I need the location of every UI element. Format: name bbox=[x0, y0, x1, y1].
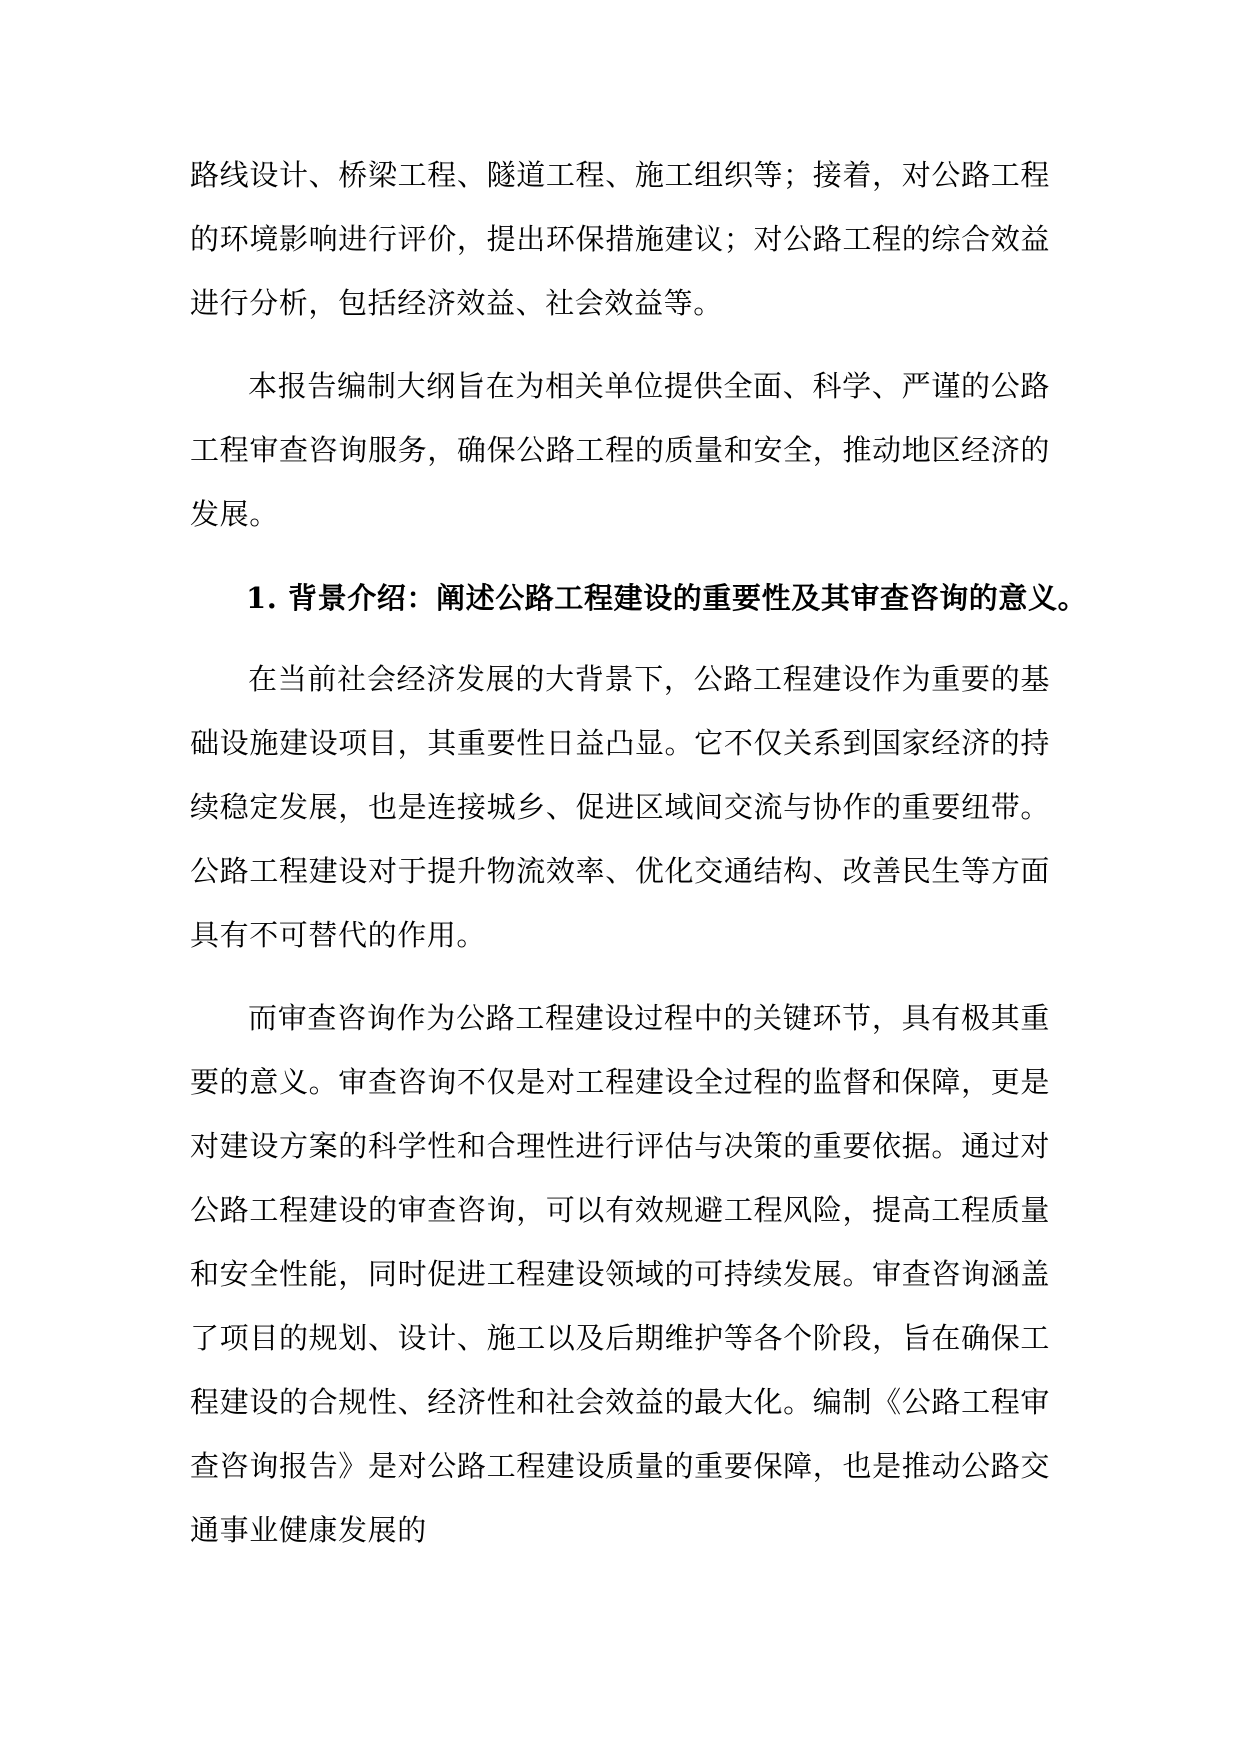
paragraph-importance: 在当前社会经济发展的大背景下，公路工程建设作为重要的基础设施建设项目，其重要性日益凸显。它不仅关系到国家经济的持续稳定发展，也是连接城乡、促进区域间交流与协作的重要纽带。公路工程建设对于提升物流效率、优化交通结构、改善民生等方面具有不可替代的作用。 bbox=[190, 662, 1050, 952]
paragraph-review-significance: 而审查咨询作为公路工程建设过程中的关键环节，具有极其重要的意义。审查咨询不仅是对工程建设全过程的监督和保障，更是对建设方案的科学性和合理性进行评估与决策的重要依据。通过对公路工程建设的审查咨询，可以有效规避工程风险，提高工程质量和安全性能，同时促进工程建设领域的可持续发展。审查咨询涵盖了项目的规划、设计、施工以及后期维护等各个阶段，旨在确保工程建设的合规性、经济性和社会效益的最大化。编制《公路工程审查咨询报告》是对公路工程建设质量的重要保障，也是推动公路交通事业健康发展的 bbox=[190, 1001, 1050, 1547]
section-number: 1. bbox=[246, 581, 278, 615]
paragraph-report-purpose: 本报告编制大纲旨在为相关单位提供全面、科学、严谨的公路工程审查咨询服务，确保公路工程的质量和安全，推动地区经济的发展。 bbox=[190, 369, 1050, 531]
document-body bbox=[190, 143, 1088, 1562]
section-heading-background bbox=[190, 566, 1088, 630]
paragraph-continued: 路线设计、桥梁工程、隧道工程、施工组织等；接着，对公路工程的环境影响进行评价，提出环保措施建议；对公路工程的综合效益进行分析，包括经济效益、社会效益等。 bbox=[190, 158, 1050, 320]
section-title: 背景介绍：阐述公路工程建设的重要性及其审查咨询的意义。 bbox=[288, 581, 1088, 615]
